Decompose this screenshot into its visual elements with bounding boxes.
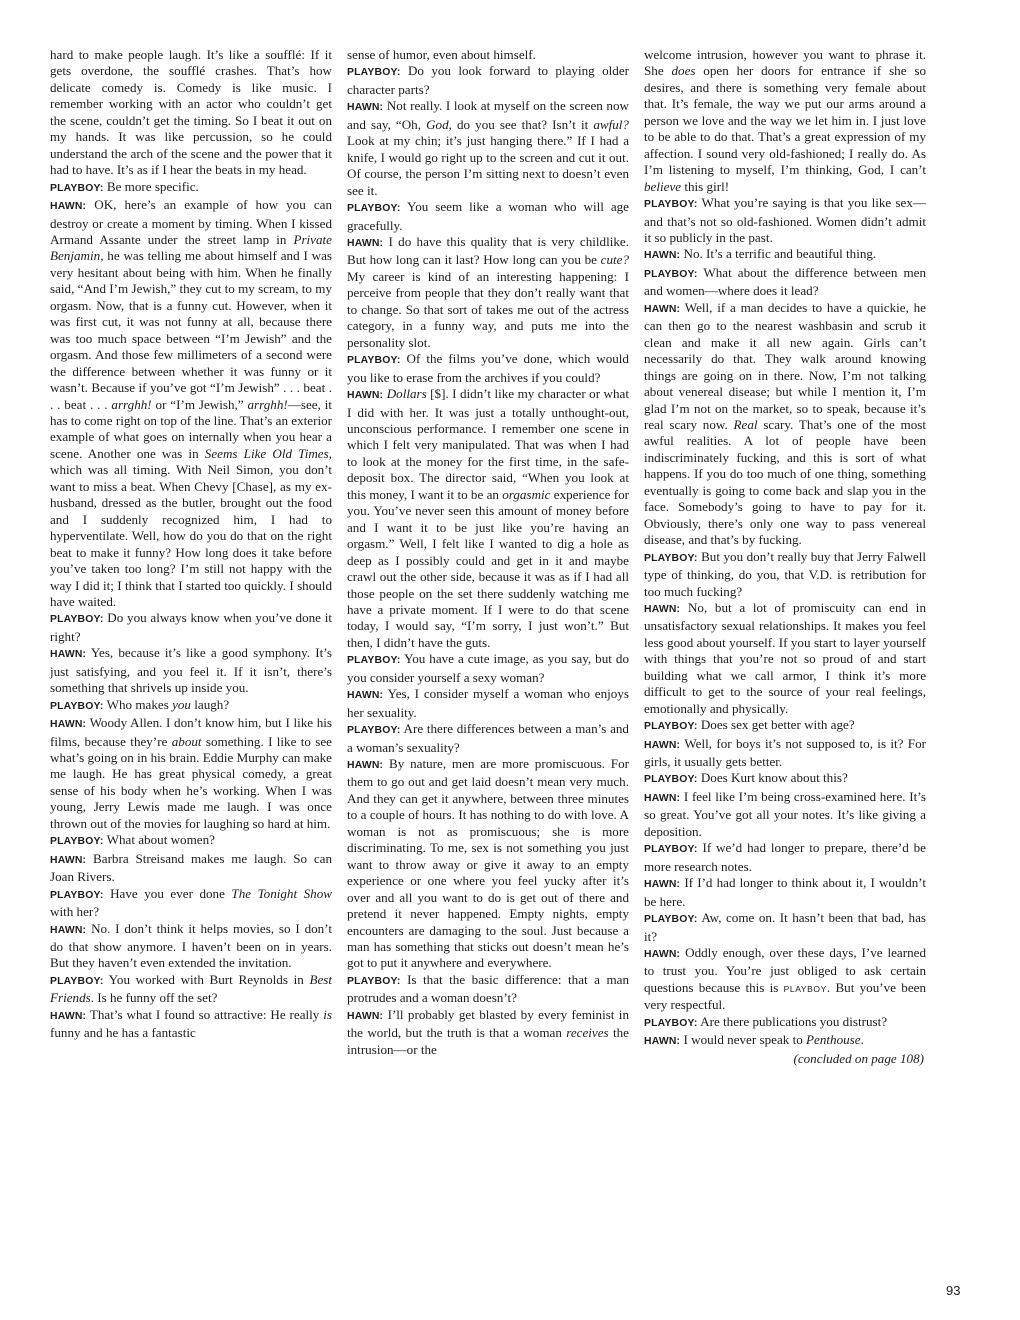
body-text: You seem like a woman who will age gracefully. bbox=[347, 199, 629, 233]
speaker-label: HAWN: bbox=[644, 739, 681, 751]
body-text: Well, if a man decides to have a quickie, he can then go to the nearest washbasin and scrub it clean and make it all new again. Girls can’t necessarily do that. They walk around knowing things are going on in there. Now, I’m not talking about venereal disease; but while I mention it, I’m glad I’m not on the market, so to speak, because it’s real scary now. bbox=[644, 299, 926, 432]
speaker-label: HAWN: bbox=[347, 690, 384, 702]
speaker-label: HAWN: bbox=[50, 201, 87, 213]
italic-text: Private Benjamin bbox=[50, 231, 332, 264]
body-text: I feel like I’m being cross-examined here. It’s so great. You’ve got all your notes. It’s like giving a deposition. bbox=[644, 788, 926, 839]
body-text: funny and he has a fantastic bbox=[50, 1025, 196, 1041]
speaker-label: HAWN: bbox=[347, 1010, 384, 1022]
interview-paragraph bbox=[644, 549, 926, 600]
interview-paragraph bbox=[50, 179, 332, 197]
italic-text: receives bbox=[566, 1025, 609, 1041]
interview-paragraph bbox=[50, 697, 332, 715]
interview-paragraph bbox=[50, 921, 332, 972]
body-text: something. I like to see what’s going on in his brain. Eddie Murphy can make me laugh. He has great physical comedy, a great sense of his body when he’s working. When I was young, Jerry Lewis made me laugh. I was once thrown out of the movies for laughing so hard at him. bbox=[50, 733, 332, 831]
body-text: or “I’m Jewish,” bbox=[151, 396, 248, 412]
italic-text: The Tonight Show bbox=[231, 885, 333, 901]
italic-text: Dollars bbox=[386, 386, 427, 402]
body-text: this girl! bbox=[681, 178, 730, 194]
page-number: 93 bbox=[946, 1283, 961, 1298]
speaker-label: HAWN: bbox=[644, 1036, 681, 1048]
speaker-label: PLAYBOY: bbox=[644, 844, 698, 856]
speaker-label: PLAYBOY: bbox=[644, 914, 698, 926]
interview-paragraph bbox=[50, 1007, 332, 1042]
body-text: Not really. I look at myself on the screen now and say, “Oh, bbox=[347, 98, 629, 132]
speaker-label: HAWN: bbox=[347, 237, 384, 249]
body-text: Have you ever done bbox=[110, 885, 232, 901]
speaker-label: PLAYBOY: bbox=[50, 182, 104, 194]
speaker-label: HAWN: bbox=[644, 949, 681, 961]
body-text: open her doors for entrance if she so desires, and there is something very female about that. It’s female, the way we put our arms around a person we love and the way we let him in. I just love to be able to do that. That’s a great expression of my affection. I sound very old-fashioned; I really do. As I’m listening to myself, I’m thinking, God, I can’t bbox=[644, 63, 927, 178]
body-text: Barbra Streisand makes me laugh. So can Joan Rivers. bbox=[50, 850, 332, 885]
interview-paragraph bbox=[644, 1032, 926, 1050]
text-column-1 bbox=[50, 47, 332, 1042]
speaker-label: PLAYBOY: bbox=[347, 203, 401, 215]
interview-paragraph bbox=[347, 234, 629, 351]
speaker-label: PLAYBOY: bbox=[50, 889, 104, 901]
speaker-label: PLAYBOY: bbox=[644, 721, 698, 733]
body-text: Be more specific. bbox=[106, 178, 199, 194]
interview-paragraph bbox=[347, 386, 629, 651]
speaker-label: HAWN: bbox=[50, 649, 87, 661]
speaker-label: PLAYBOY: bbox=[50, 700, 104, 712]
body-text: What about the difference between men and women—where does it lead? bbox=[644, 264, 926, 299]
body-text: I do have this quality that is very childlike. But how long can it last? How long can you be bbox=[347, 233, 629, 268]
interview-paragraph bbox=[347, 721, 629, 756]
body-text: Of the films you’ve done, which would you like to erase from the archives if you could? bbox=[347, 351, 629, 385]
italic-text: awful? bbox=[593, 116, 629, 132]
interview-paragraph bbox=[644, 265, 926, 300]
interview-paragraph bbox=[644, 246, 926, 264]
body-text: No. It’s a terrific and beautiful thing. bbox=[683, 246, 877, 262]
interview-paragraph bbox=[644, 195, 926, 246]
body-text: If we’d had longer to prepare, there’d be more research notes. bbox=[644, 840, 926, 874]
speaker-label: PLAYBOY: bbox=[347, 67, 401, 79]
body-text: Aw, come on. It hasn’t been that bad, has it? bbox=[644, 910, 926, 944]
body-text: My career is kind of an interesting happening: I perceive from people that they don’t really want that to change. So that sort of takes me out of the actress category, in a funny way, and puts me into the personality slot. bbox=[347, 268, 629, 350]
interview-paragraph bbox=[644, 945, 926, 1014]
italic-text: Best Friends bbox=[50, 971, 332, 1006]
text-column-2 bbox=[347, 47, 629, 1058]
speaker-label: HAWN: bbox=[644, 250, 681, 262]
body-text: Do you look forward to playing older character parts? bbox=[347, 63, 629, 97]
speaker-label: HAWN: bbox=[347, 760, 384, 772]
body-text: Woody Allen. I don’t know him, but I like his films, because they’re bbox=[50, 715, 332, 749]
body-text: Look at my chin; it’s just hanging there.” If I had a knife, I would go right up to the screen and cut it out. Of course, the person I’m sitting next to doesn’t even see it. bbox=[347, 133, 629, 198]
speaker-label: PLAYBOY: bbox=[347, 725, 401, 737]
speaker-label: PLAYBOY: bbox=[644, 774, 698, 786]
interview-paragraph bbox=[50, 972, 332, 1007]
body-text: —see, it has to come right on top of the line. That’s an exterior example of what goes on internally when you hear a scene. Another one was in bbox=[50, 396, 332, 461]
speaker-label: HAWN: bbox=[644, 303, 681, 315]
body-text: OK, here’s an example of how you can destroy or create a moment by timing. When I kissed Armand Assante under the street lamp in bbox=[50, 197, 332, 247]
body-text: , do you see that? Isn’t it bbox=[448, 116, 594, 132]
body-text: [$]. I didn’t like my character or what I did with her. It was just a totally unthought-out, unconscious performance. I remember one scene in which I felt very manipulated. That was when I had to look at the money for the first time, in the safe-deposit box. The director said, “When you look at this money, I want it to be an bbox=[347, 386, 629, 502]
interview-paragraph bbox=[644, 789, 926, 840]
speaker-label: PLAYBOY: bbox=[50, 836, 104, 848]
body-text: , he was telling me about himself and I was very hesitant about being with him. When he finally said, “And I’m Jewish,” they cut to my scream, to my orgasm. Now, that is a funny cut. However, when it was first cut, it was not funny at all, because there was too much space between “I’m Jewish” and the orgasm. And those few millimeters of a second were the difference between whether it was funny or it wasn’t. Because if you’ve got “I’m Jewish” . . . beat . . . beat . . . bbox=[50, 248, 332, 412]
interview-paragraph bbox=[50, 851, 332, 886]
continuation-note bbox=[644, 1051, 926, 1067]
italic-text: Penthouse bbox=[806, 1032, 861, 1048]
body-text: sense of humor, even about himself. bbox=[347, 47, 536, 62]
continued-text bbox=[644, 47, 926, 195]
speaker-label: PLAYBOY: bbox=[50, 975, 104, 987]
italic-text: does bbox=[671, 63, 696, 79]
interview-paragraph bbox=[644, 910, 926, 945]
body-text: hard to make people laugh. It’s like a soufflé: If it gets overdone, the soufflé crashes. That’s how delicate comedy is. Comedy is like music. I remember working with an actor who couldn’t get the scene, couldn’t get the timing. So I beat it out on my hands. It was like percussion, so he could understand the arch of the scene and the power that it had to have. It’s as if I hear the beats in my head. bbox=[50, 47, 332, 178]
interview-paragraph bbox=[644, 1014, 926, 1032]
speaker-label: PLAYBOY: bbox=[347, 355, 401, 367]
italic-text: God bbox=[426, 116, 449, 132]
italic-text: (concluded on page 108) bbox=[793, 1050, 924, 1066]
italic-text: is bbox=[323, 1006, 332, 1022]
interview-paragraph bbox=[50, 645, 332, 696]
interview-paragraph bbox=[347, 199, 629, 234]
body-text: welcome intrusion, however you want to phrase it. She bbox=[644, 47, 926, 79]
body-text: I would never speak to bbox=[683, 1032, 807, 1048]
speaker-label: HAWN: bbox=[50, 1010, 87, 1022]
body-text: I’ll probably get blasted by every feminist in the world, but the truth is that a woman bbox=[347, 1006, 629, 1041]
speaker-label: HAWN: bbox=[50, 719, 87, 731]
interview-paragraph bbox=[644, 736, 926, 771]
italic-text: you bbox=[172, 696, 191, 712]
italic-text: orgasmic bbox=[502, 486, 551, 502]
speaker-label: HAWN: bbox=[50, 854, 87, 866]
italic-text: believe bbox=[644, 178, 682, 194]
body-text: That’s what I found so attractive: He really bbox=[89, 1006, 324, 1022]
interview-paragraph bbox=[347, 63, 629, 98]
body-text: No, but a lot of promiscuity can end in unsatisfactory sexual relationships. It makes you feel less good about yourself. If you start to layer yourself with things that you’re not so proud of and start building what we call armor, I think it’s more difficult to get to the source of your real feelings, emotionally and physically. bbox=[644, 599, 926, 716]
speaker-label: PLAYBOY: bbox=[347, 975, 401, 987]
italic-text: Real bbox=[733, 416, 758, 432]
interview-paragraph bbox=[50, 715, 332, 832]
body-text: Do you always know when you’ve done it right? bbox=[50, 610, 332, 644]
body-text: Does sex get better with age? bbox=[700, 717, 855, 733]
interview-paragraph bbox=[50, 197, 332, 610]
body-text: laugh? bbox=[190, 696, 230, 712]
body-text: Yes, because it’s like a good symphony. It’s just satisfying, and you feel it. If it isn’t, there’s something that shrivels up inside you. bbox=[50, 645, 332, 696]
interview-paragraph bbox=[347, 1007, 629, 1058]
body-text: Who makes bbox=[106, 696, 173, 712]
italic-text: arrghh! bbox=[111, 396, 152, 412]
body-text: No. I don’t think it helps movies, so I don’t do that show anymore. I haven’t been on in years. But they haven’t even extended the invitation. bbox=[50, 920, 332, 971]
speaker-label: PLAYBOY: bbox=[50, 614, 104, 626]
body-text: Are there differences between a man’s and a woman’s sexuality? bbox=[347, 721, 629, 755]
interview-paragraph bbox=[50, 610, 332, 645]
interview-paragraph bbox=[644, 300, 926, 549]
interview-paragraph bbox=[644, 600, 926, 717]
italic-text: about bbox=[171, 733, 202, 749]
body-text: . Is he funny off the set? bbox=[90, 990, 218, 1006]
body-text: scary. That’s one of the most awful realities. A lot of people have been indiscriminately fucking, and this is sort of what happens. If you do too much of one thing, something eventually is going to come back and slap you in the face. Somebody’s going to have to pay for it. Obviously, there’s only one way to pass venereal disease, and that’s by fucking. bbox=[644, 416, 926, 548]
speaker-label: HAWN: bbox=[347, 102, 384, 114]
interview-paragraph bbox=[347, 651, 629, 686]
body-text: Yes, I consider myself a woman who enjoys her sexuality. bbox=[347, 686, 629, 720]
speaker-label: PLAYBOY: bbox=[644, 268, 698, 280]
body-text: , which was all timing. With Neil Simon, you don’t want to miss a beat. When Chevy [Chase], as my ex-husband, dressed as the butler, brought out the food and I suddenly recognized him, I had to hyperventilate. Well, how do you do that on the right beat to make it funny? How long does it take before you’ve taken too long? I’m still not happy with the way I did it; I think that I started too quickly. I should have waited. bbox=[50, 445, 332, 609]
speaker-label: PLAYBOY: bbox=[644, 199, 698, 211]
interview-paragraph bbox=[347, 972, 629, 1007]
italic-text: arrghh! bbox=[247, 396, 288, 412]
italic-text: cute? bbox=[600, 252, 629, 268]
interview-paragraph bbox=[50, 832, 332, 850]
speaker-label: PLAYBOY: bbox=[644, 1017, 698, 1029]
body-text: PLAYBOY bbox=[783, 983, 827, 994]
italic-text: Seems Like Old Times bbox=[204, 445, 329, 461]
speaker-label: HAWN: bbox=[50, 924, 87, 936]
body-text: By nature, men are more promiscuous. For them to go out and get laid doesn’t mean very much. And they can get it anywhere, between three minutes to a couple of hours. It has nothing to do with love. A woman is not as promiscuous; she is more discriminating. To me, sex is not something you just want to throw away or give it away to an empty experience or one where you feel yucky after it’s over and all you want to do is get out of there and pretend it never happened. Empty nights, empty encounters are damaging to the soul. Just because a man has something that sticks out doesn’t mean he’s got to put it anywhere and everywhere. bbox=[347, 756, 629, 971]
body-text: You have a cute image, as you say, but do you consider yourself a sexy woman? bbox=[347, 651, 629, 685]
body-text: Well, for boys it’s not supposed to, is it? For girls, it usually gets better. bbox=[644, 735, 926, 770]
interview-paragraph bbox=[347, 686, 629, 721]
body-text: But you don’t really buy that Jerry Falwell type of thinking, do you, that V.D. is retribution for too much fucking? bbox=[644, 548, 926, 599]
interview-paragraph bbox=[644, 840, 926, 875]
interview-paragraph bbox=[50, 886, 332, 921]
body-text: with her? bbox=[50, 904, 100, 920]
speaker-label: HAWN: bbox=[644, 792, 681, 804]
text-column-3 bbox=[644, 47, 926, 1067]
body-text: experience for you. You’ve never seen this amount of money before and I want it to be just like you’re having an orgasm.” Well, I felt like I wanted to dig a hole as deep as I possibly could and get in it and maybe crawl out the other side, because it was as if I had all those people on the set there suddenly watching me have a private moment. If I were to do that scene today, I would say, “I’m sorry, I just won’t.” But then, I didn’t have the guts. bbox=[347, 486, 630, 650]
body-text: Are there publications you distrust? bbox=[700, 1013, 888, 1029]
speaker-label: HAWN: bbox=[347, 390, 384, 402]
speaker-label: PLAYBOY: bbox=[347, 655, 401, 667]
body-text: the intrusion—or the bbox=[347, 1025, 629, 1057]
interview-paragraph bbox=[347, 756, 629, 972]
continued-text bbox=[50, 47, 332, 179]
continued-text bbox=[347, 47, 629, 63]
interview-paragraph bbox=[347, 98, 629, 199]
body-text: . bbox=[860, 1032, 864, 1048]
body-text: What you’re saying is that you like sex—and that’s not so old-fashioned. Women didn’t admit it so publicly in the past. bbox=[644, 195, 926, 245]
speaker-label: HAWN: bbox=[644, 603, 681, 615]
body-text: Oddly enough, over these days, I’ve learned to trust you. You’re just obliged to ask certain questions because this is bbox=[644, 945, 926, 995]
speaker-label: PLAYBOY: bbox=[644, 552, 698, 564]
body-text: What about women? bbox=[106, 832, 215, 848]
speaker-label: HAWN: bbox=[644, 879, 681, 891]
body-text: Is that the basic difference: that a man protrudes and a woman doesn’t? bbox=[347, 971, 629, 1006]
body-text: . But you’ve been very respectful. bbox=[644, 979, 926, 1013]
body-text: You worked with Burt Reynolds in bbox=[108, 971, 310, 987]
interview-paragraph bbox=[644, 770, 926, 788]
interview-paragraph bbox=[644, 875, 926, 910]
body-text: Does Kurt know about this? bbox=[700, 770, 848, 786]
interview-paragraph bbox=[644, 717, 926, 735]
body-text: If I’d had longer to think about it, I wouldn’t be here. bbox=[644, 875, 926, 909]
interview-paragraph bbox=[347, 351, 629, 386]
